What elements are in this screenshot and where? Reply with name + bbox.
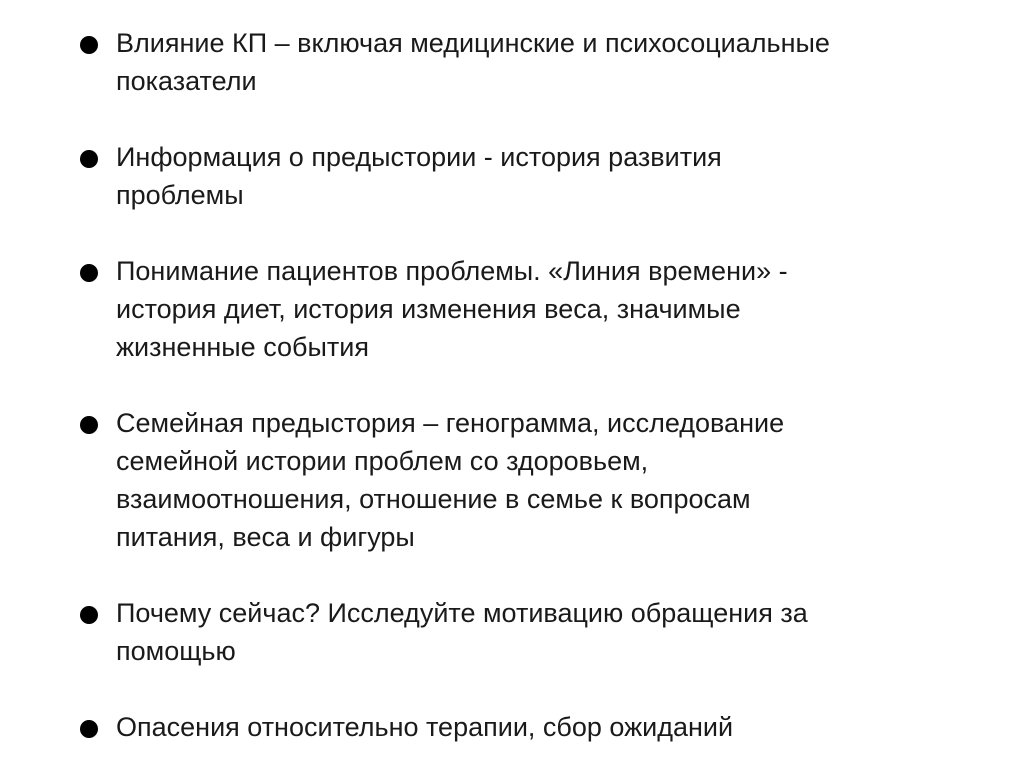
bullet-dot-icon — [80, 36, 98, 54]
bullet-item-impact — [80, 24, 980, 100]
bullet-dot-icon — [80, 150, 98, 168]
bullet-item-family-history — [80, 404, 980, 556]
bullet-text: Опасения относительно терапии, сбор ожиданий — [116, 712, 734, 742]
bullet-text: Влияние КП – включая медицинские и психосоциальные показатели — [116, 28, 830, 96]
bullet-item-understanding — [80, 252, 980, 366]
bullet-text: Информация о предыстории - история развития проблемы — [116, 142, 722, 210]
bullet-dot-icon — [80, 416, 98, 434]
bullet-dot-icon — [80, 264, 98, 282]
bullet-dot-icon — [80, 606, 98, 624]
bullet-item-why-now — [80, 594, 980, 670]
bullet-text: Семейная предыстория – генограмма, исследование семейной истории проблем со здоровьем, взаимоотношения, отношение в семье к вопросам питания, веса и фигуры — [116, 408, 785, 552]
bullet-text: Понимание пациентов проблемы. «Линия времени» - история диет, история изменения веса, значимые жизненные события — [116, 256, 788, 362]
bullet-item-background — [80, 138, 980, 214]
bullet-dot-icon — [80, 720, 98, 738]
bullet-item-concerns — [80, 708, 980, 746]
bullet-text: Почему сейчас? Исследуйте мотивацию обращения за помощью — [116, 598, 808, 666]
